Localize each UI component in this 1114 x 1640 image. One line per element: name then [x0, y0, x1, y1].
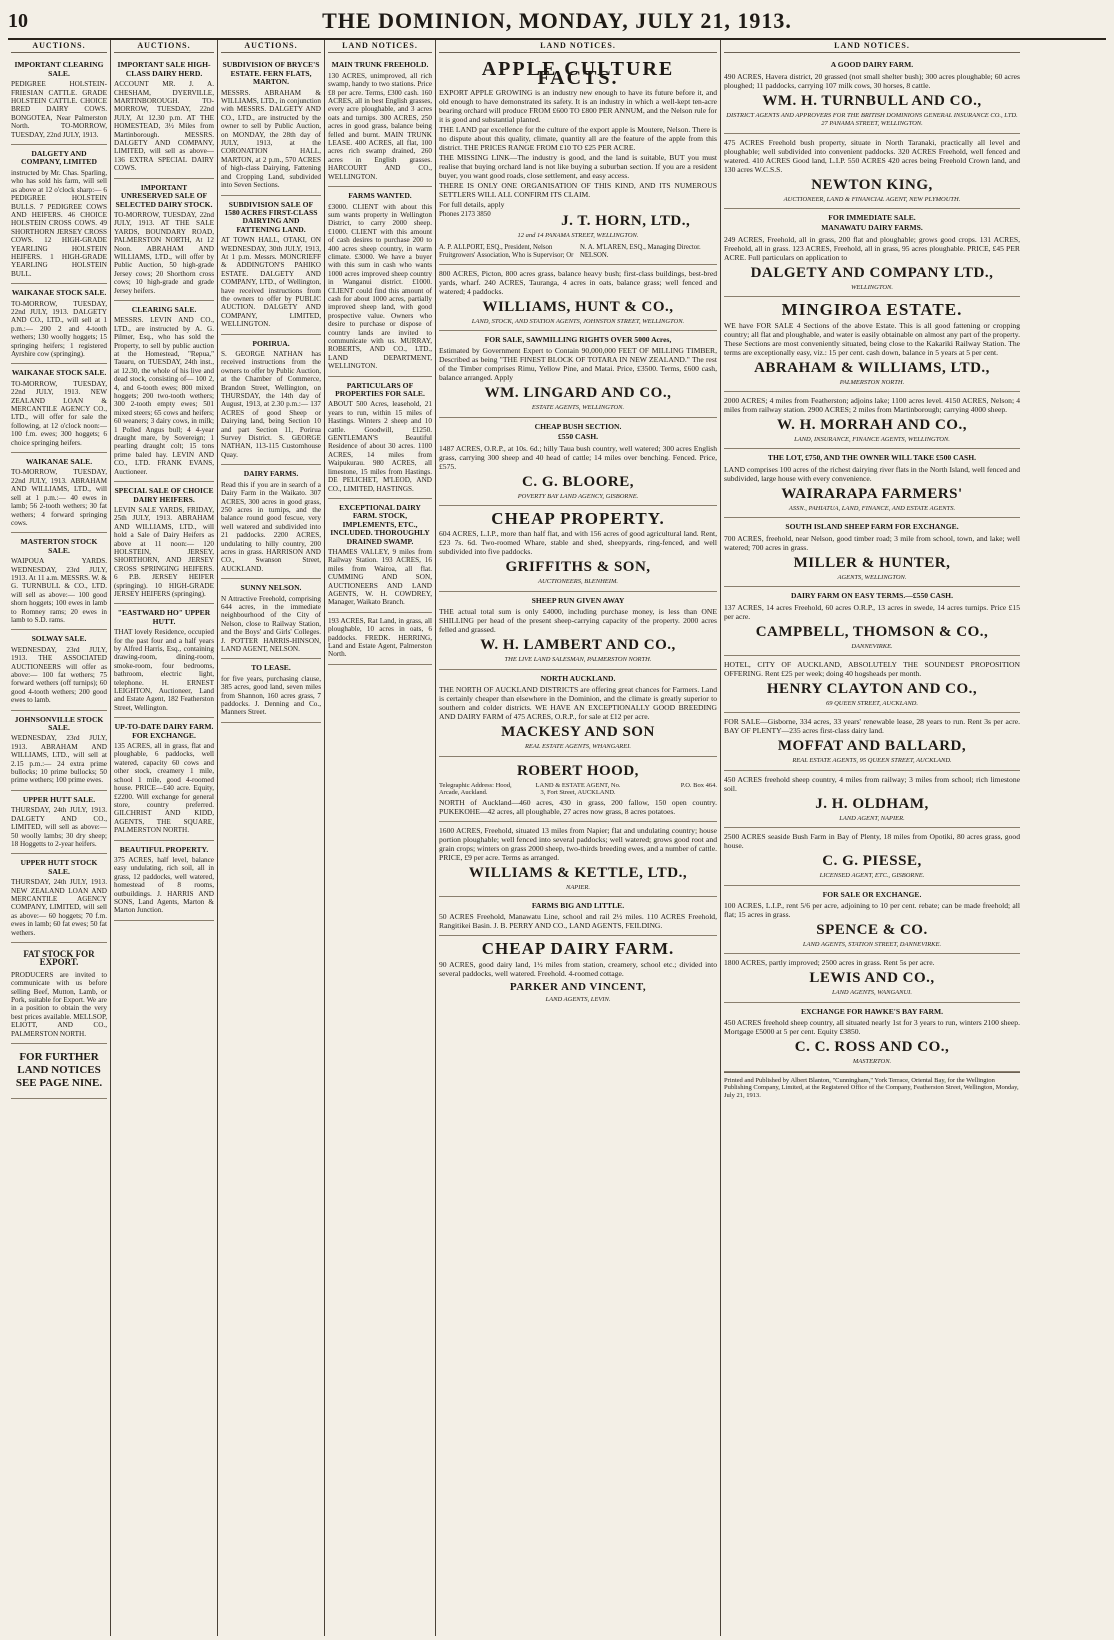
dalgety-ad: FOR IMMEDIATE SALE. MANAWATU DAIRY FARMS. 249 ACRES, Freehold, all in grass, 200 flat and ploughable; grows good crops. 131 ACRES, Freehold, all in grass. 123 ACRES, Freehold, all in grass, 95 acres ploughable. PRICE, £45 PER ACRE. Full particulars on application to DALGETY AND COMPANY LTD., WELLINGTON. — [724, 209, 1020, 297]
auction-notice: DALGETY AND COMPANY, LIMITED instructed by Mr. Chas. Sparling, who has sold his farm, will sell as above at 12 o'clock sharp:— 6 PEDIGREE HOLSTEIN BULLS. 7 PEDIGREE COWS AND HEIFERS. 46 CHOICE HOLSTEIN CROSS COWS. 49 SHORTHORN JERSEY CROSS COWS. 12 HIGH-GRADE YEARLING HOLSTEIN HEIFERS. 1 HIGH-GRADE YEARLING HOLSTEIN BULL. — [11, 145, 107, 284]
auction-notice: SUBDIVISION SALE OF 1580 ACRES FIRST-CLASS DAIRYING AND FATTENING LAND. AT TOWN HALL, OTAKI, ON WEDNESDAY, 30th JULY, 1913, At 1 p.m. Messrs. MONCRIEFF & ADDINGTON'S PAHIKO ESTATE. DALGETY AND COMPANY, LTD., of Wellington, have received instructions from the owners to offer by PUBLIC AUCTION. DALGETY AND COMPANY, LIMITED, WELLINGTON. — [221, 196, 321, 335]
hood-ad: ROBERT HOOD, Telegraphic Address: Hood, Arcade, Auckland. LAND & ESTATE AGENT, No. 3, Fort Street, AUCKLAND. P.O. Box 464. NORTH of Auckland—460 acres, 430 in grass, 200 fallow, 150 open country. PUKEKOHE—42 acres, all ploughable, 27 acres now grass, 8 acres potatoes. — [439, 757, 717, 822]
auction-notice: SPECIAL SALE OF CHOICE DAIRY HEIFERS. LEVIN SALE YARDS, FRIDAY, 25th JULY, 1913. ABRAHAM AND WILLIAMS, LTD., will hold a Sale of Dairy Heifers as above at 11 noon:— 120 HOLSTEIN, JERSEY, SHORTHORN, AND JERSEY CROSS SPRINGING HEIFERS. 6 P.B. JERSEY HEIFER (springing). 10 HIGH-GRADE JERSEY HEIFERS (springing). — [114, 482, 214, 604]
auction-notice: WAIKANAE STOCK SALE. TO-MORROW, TUESDAY, 22nd JULY, 1913. DALGETY AND CO., LTD., will sell at 1 p.m.:— 200 2 and 4-tooth wethers; 130 woolly hoggets; 15 springing heifers; 1 registered Ayrshire cow (springing). — [11, 284, 107, 364]
auction-notice: IMPORTANT UNRESERVED SALE OF SELECTED DAIRY STOCK. TO-MORROW, TUESDAY, 22nd JULY, 1913. AT THE SALE YARDS, BOUNDARY ROAD, PALMERSTON NORTH, At 12 Noon. ABRAHAM AND WILLIAMS, LTD., will offer by Public Auction, 50 high-grade Jersey cows; 20 Shorthorn cross cows; 10 high-grade and grade Jersey heifers. — [114, 179, 214, 301]
auction-notice: WAIKANAE SALE. TO-MORROW, TUESDAY, 22nd JULY, 1913. ABRAHAM AND WILLIAMS, LTD., will sell at 1 p.m.:— 40 ewes in lamb; 56 2-tooth wethers; 30 fat wethers; 4 forward springing cows. — [11, 453, 107, 533]
auction-notice: SUNNY NELSON. N Attractive Freehold, comprising 644 acres, in the immediate neighbourhood of the City of Nelson, close to Railway Station, and the Boys' and Girls' Colleges. J. POTTER HARRIS-HINSON, LAND AGENT, NELSON. — [221, 579, 321, 659]
perry-ad: FARMS BIG AND LITTLE. 50 ACRES Freehold, Manawatu Line, school and rail 2½ miles. 110 ACRES Freehold, Rangitikei Basin. J. B. PERRY AND CO., LAND AGENTS, FEILDING. — [439, 897, 717, 936]
section-heading: LAND NOTICES. — [439, 40, 717, 53]
auction-notice: BEAUTIFUL PROPERTY. 375 ACRES, half level, balance easy undulating, rich soil, all in grass, 12 paddocks, well watered, homestead of 8 rooms, outbuildings. J. HARRIS AND SONS, Land Agents, Marton & Marton Junction. — [114, 841, 214, 921]
section-heading: AUCTIONS. — [221, 40, 321, 53]
lewis-ad: 1800 ACRES, partly improved; 2500 acres in grass. Rent 5s per acre. LEWIS AND CO., LAND AGENTS, WANGANUI. — [724, 954, 1020, 1002]
ross-ad: EXCHANGE FOR HAWKE'S BAY FARM. 450 ACRES freehold sheep country, all situated nearly 1st for 3 years to run, winters 2100 sheep. Mortgage £5000 at 5 per cent. Equity £3850. C. C. ROSS AND CO., MASTERTON. — [724, 1003, 1020, 1072]
lingard-ad: FOR SALE, SAWMILLING RIGHTS OVER 5000 Acres, Estimated by Government Expert to Contain 90,000,000 FEET OF MILLING TIMBER, Described as being "THE FINEST BLOCK OF TOTARA IN NEW ZEALAND." The rest of the Timber comprises Rimu, Yellow Pine, and Matai. Price, £3500. Terms, £600 cash, balance arranged. Apply WM. LINGARD AND CO., ESTATE AGENTS, WELLINGTON. — [439, 331, 717, 418]
wairarapa-farmers-ad: THE LOT, £750, AND THE OWNER WILL TAKE £500 CASH. LAND comprises 100 acres of the richest dairying river flats in the North Island, well fenced and subdivided, large house with every convenience. WAIRARAPA FARMERS' ASSN., PAHIATUA, LAND, FINANCE, AND ESTATE AGENTS. — [724, 449, 1020, 518]
auction-notice: UPPER HUTT SALE. THURSDAY, 24th JULY, 1913. DALGETY AND CO., LIMITED, will sell as above:— 50 woolly lambs; 30 dry sheep; 18 Hoggetts to 2-year heifers. — [11, 791, 107, 854]
spence-ad: FOR SALE OR EXCHANGE. 100 ACRES, L.I.P., rent 5/6 per acre, adjoining to 10 per cent. rebate; can be made freehold; all flat; 15 acres in grass. SPENCE & CO. LAND AGENTS, STATION STREET, DANNEVIRKE. — [724, 886, 1020, 955]
auction-notice: UPPER HUTT STOCK SALE. THURSDAY, 24th JULY, 1913. NEW ZEALAND LOAN AND MERCANTILE AGENCY COMPANY, LIMITED, will sell as above:— 60 hoggets; 70 f.m. ewes in lamb; 60 fat ewes; 50 fat wethers. — [11, 854, 107, 943]
newspaper-title: THE DOMINION, MONDAY, JULY 21, 1913. — [322, 8, 792, 33]
section-heading: LAND NOTICES. — [328, 40, 432, 53]
auction-notice: UP-TO-DATE DAIRY FARM. FOR EXCHANGE. 135 ACRES, all in grass, flat and ploughable, 6 paddocks, well watered, capacity 60 cows and other stock, creamery 1 mile, school 1 mile, good 4-roomed house. PRICE—£40 acre. Equity, £2200. Will exchange for general store, country preferred. GILCHRIST AND KIDD, AGENTS, THE SQUARE, PALMERSTON NORTH. — [114, 718, 214, 840]
page-number: 10 — [8, 9, 28, 32]
auction-notice: SOLWAY SALE. WEDNESDAY, 23rd JULY, 1913. THE ASSOCIATED AUCTIONEERS will offer as above:— 100 fat wethers; 75 forward wethers (off turnips); 60 good 4-tooth wethers; 200 good ewes to lamb. — [11, 630, 107, 710]
williams-kettle-ad: 1600 ACRES, Freehold, situated 13 miles from Napier; flat and undulating country; house portion ploughable; well fenced into several paddocks; well watered; grows good root and grain crops; winters on grass 2000 sheep, two-thirds breeding ewes, and a number of cattle. PRICE, £9 per acre. Terms as arranged. WILLIAMS & KETTLE, LTD., NAPIER. — [439, 822, 717, 897]
newton-king-ad: 475 ACRES Freehold bush property, situate in North Taranaki, practically all level and ploughable; well subdivided into convenient paddocks. 320 ACRES Freehold, well fenced and watered. 410 ACRES Good land, L.I.P. 550 ACRES 420 acres being Freehold Crown land, and 130 acres W.C.S.S. NEWTON KING, AUCTIONEER, LAND & FINANCIAL AGENT, NEW PLYMOUTH. — [724, 134, 1020, 209]
column-auctions-2 — [111, 40, 218, 1636]
williams-hunt-ad: 800 ACRES, Picton, 800 acres grass, balance heavy bush; first-class buildings, best-bred yards, wharf. 240 ACRES, Tauranga, 4 acres in oats, balance grass; well fenced and watered; 4 paddocks. WILLIAMS, HUNT & CO., LAND, STOCK, AND STATION AGENTS, JOHNSTON STREET, WELLINGTON. — [439, 265, 717, 331]
column-land-notices-2 — [436, 40, 721, 1636]
miller-hunter-ad: SOUTH ISLAND SHEEP FARM FOR EXCHANGE. 700 ACRES, freehold, near Nelson, good timber road; 3 mile from school, town, and lake; well watered; 700 acres in grass. MILLER & HUNTER, AGENTS, WELLINGTON. — [724, 518, 1020, 587]
column-auctions-3 — [218, 40, 325, 1636]
section-heading: AUCTIONS. — [114, 40, 214, 53]
morrah-ad: 2000 ACRES; 4 miles from Featherston; adjoins lake; 1100 acres level. 4150 ACRES, Nelson; 4 miles from railway station. 2900 ACRES; 2 miles from Martinborough; carrying 4000 sheep. W. H. MORRAH AND CO., LAND, INSURANCE, FINANCE AGENTS, WELLINGTON. — [724, 392, 1020, 449]
column-auctions-1 — [8, 40, 111, 1636]
auction-notice: SUBDIVISION OF BRYCE'S ESTATE. FERN FLATS, MARTON. MESSRS. ABRAHAM & WILLIAMS, LTD., in conjunction with MESSRS. DALGETY AND CO., LTD., are instructed by the owner to sell by Public Auction, on MONDAY, the 28th day of JULY, 1913, at the CORONATION HALL, MARTON, at 2 p.m., 570 ACRES of high-class Dairying, Fattening and Cropping Land, subdivided into Seven Sections. — [221, 56, 321, 195]
apple-culture-title: APPLE CULTURE FACTS. — [481, 58, 675, 89]
turnbull-ad: A GOOD DAIRY FARM. 490 ACRES, Havera district, 20 grassed (not small shelter bush); 300 acres ploughable; 60 acres ploughed; 11 paddocks, carrying 107 milk cows, 30 horses, 8 cattle. WM. H. TURNBULL AND CO., DISTRICT AGENTS AND APPROVERS FOR THE BRITISH DOMINIONS GENERAL INSURANCE CO., LTD. 27 PANAMA STREET, WELLINGTON. — [724, 56, 1020, 133]
land-notice: FARMS WANTED. £3000. CLIENT with about this sum wants property in Wellington District, to carry 2000 sheep. £1000. CLIENT with this amount of cash desires to purchase 200 to 400 acres sheep country, in warm climate. £3000. We have a buyer with this sum in cash who wants 1000 acres improved sheep country in Wanganui district. £1000. CLIENT could find this amount of cash for about 1000 acres, partially improved sheep land, with good prospective value. Owners who desire to purchase or dispose of country lands are invited to communicate with us. MURRAY, ROBERTS, AND CO., LTD., LAND DEPARTMENT, WELLINGTON. — [328, 187, 432, 377]
printer-imprint: Printed and Published by Albert Blanton, "Cunningham," York Terrace, Oriental Bay, for the Wellington Publishing Company, Limited, at the Registered Office of the Company, Featherston Street, Wellington, Monday, July 21, 1913. — [724, 1072, 1020, 1100]
land-notice: 193 ACRES, Rat Land, in grass, all ploughable, 10 acres in oats, 6 paddocks. FREDK. HERRING, Land and Estate Agent, Palmerston North. — [328, 613, 432, 665]
mingiroa-ad: MINGIROA ESTATE. WE have FOR SALE 4 Sections of the above Estate. This is all good fattening or cropping country; all flat and ploughable, and water is easily obtainable on almost any part of the property. These Sections are most conveniently situated, being close to the Kakariki Railway Station. The terms are exceptionally easy, viz.: 15 per cent. cash down, balance in 5 years at 5 per cent. ABRAHAM & WILLIAMS, LTD., PALMERSTON NORTH. — [724, 297, 1020, 392]
land-notice: PARTICULARS OF PROPERTIES FOR SALE. ABOUT 500 Acres, leasehold, 21 years to run, within 15 miles of Hastings. Winters 2 sheep and 10 cattle. Goodwill, £1250. GENTLEMAN'S Beautiful Residence of about 30 acres. 1100 ACRES, 14 miles from Waipukurau. 980 ACRES, all limestone, 15 miles from Hastings. DE PELICHET, M'LEOD, AND CO., LIMITED, HASTINGS. — [328, 377, 432, 499]
column-land-notices-1 — [325, 40, 436, 1636]
section-heading: LAND NOTICES. — [724, 40, 1020, 53]
land-notice: MAIN TRUNK FREEHOLD. 130 ACRES, unimproved, all rich swamp, handy to two stations. Price £8 per acre. Terms, £300 cash. 160 ACRES, all in best English grasses, every acre ploughable, and 3 acres oats and turnips. 300 ACRES, 250 acres in good grass, balance being felled and burnt. MAIN TRUNK LEASE. 400 ACRES, all flat, 100 acres rich swamp drained, 260 acres in English grasses. HARCOURT AND CO., WELLINGTON. — [328, 56, 432, 187]
auction-notice: "EASTWARD HO" UPPER HUTT. THAT lovely Residence, occupied for the past four and a half years by Alfred Harris, Esq., containing drawing-room, dining-room, smoke-room, four bedrooms, bathroom, electric light, telephone. H. ERNEST LEIGHTON, Auctioneer, Land and Estate Agent, 182 Featherston Street, Wellington. — [114, 604, 214, 718]
auction-notice: IMPORTANT CLEARING SALE. PEDIGREE HOLSTEIN-FRIESIAN CATTLE. GRADE HOLSTEIN CATTLE. CHOICE BRED DAIRY COWS. BONGOTEA, Near Palmerston North. TO-MORROW, TUESDAY, 22nd JULY, 1913. — [11, 56, 107, 145]
moffat-ballard-ad: FOR SALE—Gisborne, 334 acres, 33 years' renewable lease, 28 years to run. Rent 3s per acre. BAY OF PLENTY—235 acres first-class dairy land. MOFFAT AND BALLARD, REAL ESTATE AGENTS, 95 QUEEN STREET, AUCKLAND. — [724, 713, 1020, 770]
masthead — [8, 4, 1106, 40]
mackesy-ad: NORTH AUCKLAND. THE NORTH OF AUCKLAND DISTRICTS are offering great chances for Farmers. Land is certainly cheaper than elsewhere in the Dominion, and the climate is greatly superior to southern and colder districts. WE HAVE AN EXCEPTIONALLY GOOD BREEDING AND DAIRY FARM of 475 ACRES, O.R.P., for sale at £12 per acre. MACKESY AND SON REAL ESTATE AGENTS, WHANGAREI. — [439, 670, 717, 757]
auction-notice: CLEARING SALE. MESSRS. LEVIN AND CO., LTD., are instructed by A. G. Pilmer, Esq., who has sold the Property, to sell by public auction at the Homestead, "Repua," Tauaru, on TUESDAY, 24th inst., at 12.30, the whole of his live and dead stock, consisting of— 100 2, 4, and 6-tooth ewes; 800 mixed hoggets; 200 two-tooth wethers; 300 2-tooth empty ewes; 501 mixed steers; 65 cows and heifers; 60 weaners; 3 dairy cows, in milk; 1 Polled Angus bull; 4 4-year draught mare, by Sovereign; 1 pearling draught colt; 15 tons prime baled hay. LEVIN AND CO., LTD. FRANK EVANS, Auctioneer. — [114, 301, 214, 482]
griffiths-ad: CHEAP PROPERTY. 604 ACRES, L.I.P., more than half flat, and with 156 acres of good agricultural land. Rent, £23 7s. 6d. Two-roomed Whare, stable and shed, sheepyards, ring-fenced, and well subdivided into five paddocks. GRIFFITHS & SON, AUCTIONEERS, BLENHEIM. — [439, 506, 717, 592]
further-notices: FOR FURTHER LAND NOTICES SEE PAGE NINE. — [11, 1044, 107, 1099]
piesse-ad: 2500 ACRES seaside Bush Farm in Bay of Plenty, 18 miles from Opotiki, 80 acres grass, good house. C. G. PIESSE, LICENSED AGENT, ETC., GISBORNE. — [724, 828, 1020, 885]
auction-notice: TO LEASE. for five years, purchasing clause, 385 acres, good land, seven miles from Shannon, 160 acres grass, 7 paddocks. J. Denning and Co., Manners Street. — [221, 659, 321, 722]
campbell-thomson-ad: DAIRY FARM ON EASY TERMS.—£550 CASH. 137 ACRES, 14 acres Freehold, 60 acres O.R.P., 13 acres in swede, 14 acres turnips. Price £15 per acre. CAMPBELL, THOMSON & CO., DANNEVIRKE. — [724, 587, 1020, 656]
bloore-ad: CHEAP BUSH SECTION. £550 CASH. 1487 ACRES, O.R.P., at 10s. 6d.; hilly Taua bush country, well watered; 300 acres English grass, carrying 300 sheep and 40 head of cattle; 14 miles over benching. Fenced. Price, £575. C. G. BLOORE, POVERTY BAY LAND AGENCY, GISBORNE. — [439, 418, 717, 506]
auction-notice: DAIRY FARMS. Read this if you are in search of a Dairy Farm in the Waikato. 307 ACRES, 300 acres in good grass, 250 acres in turnips, and the balance round good fescue, very well watered and subdivided into 21 paddocks. 2200 ACRES, undulating to hilly country, 200 acres in grass. HARRISON AND CO., Swanson Street, AUCKLAND. — [221, 465, 321, 579]
auction-notice: MASTERTON STOCK SALE. WAIPOUA YARDS. WEDNESDAY, 23rd JULY, 1913. At 11 a.m. MESSRS. W. & G. TURNBULL & CO., LTD. will sell as above:— 100 good shorn hoggets; 100 ewes in lamb to Romney rams; 20 ewes in lamb to S.D. rams. — [11, 533, 107, 630]
auction-notice: IMPORTANT SALE HIGH-CLASS DAIRY HERD. ACCOUNT MR. J. A. CHESHAM, DYERVILLE, MARTINBOROUGH. TO-MORROW, TUESDAY, 22nd JULY, At 12.30 p.m. AT THE HOMESTEAD, 3½ Miles from Martinborough. MESSRS. DALGETY AND COMPANY, LIMITED, will sell as above— 136 EXTRA SPECIAL DAIRY COWS. — [114, 56, 214, 178]
land-notice: EXCEPTIONAL DAIRY FARM. STOCK, IMPLEMENTS, ETC., INCLUDED. THOROUGHLY DRAINED SWAMP. THAMES VALLEY, 9 miles from Railway Station. 193 ACRES, 16 miles from Wairoa, all flat. CUMMING AND SON, AUCTIONEERS AND LAND AGENTS, W. H. COWDREY, Manager, Waikato Branch. — [328, 499, 432, 613]
oldham-ad: 450 ACRES freehold sheep country, 4 miles from railway; 3 miles from school; rich limestone soil. J. H. OLDHAM, LAND AGENT, NAPIER. — [724, 771, 1020, 828]
parker-vincent-ad: CHEAP DAIRY FARM. 90 ACRES, good dairy land, 1½ miles from station, creamery, school etc.; divided into several paddocks, well watered. Freehold. 4-roomed cottage. PARKER AND VINCENT, LAND AGENTS, LEVIN. — [439, 939, 717, 1003]
auction-notice: PORIRUA. S. GEORGE NATHAN has received instructions from the owners to offer by Public Auction, at the Chamber of Commerce, Brandon Street, Wellington, on THURSDAY, the 14th day of August, 1913, at 2.30 p.m.:— 137 ACRES of good Sheep or Dairying land, being Section 10 and part Section 11, Porirua Survey District. S. GEORGE NATHAN, 113-115 Customhouse Quay. — [221, 335, 321, 466]
auction-notice: JOHNSONVILLE STOCK SALE. WEDNESDAY, 23rd JULY, 1913. ABRAHAM AND WILLIAMS, LTD., will sell at 2.15 p.m.:— 24 extra prime bullocks; 10 prime bullocks; 50 prime wethers; 100 prime ewes. — [11, 711, 107, 791]
section-heading: AUCTIONS. — [11, 40, 107, 53]
auction-notice: FAT STOCK FOR EXPORT. PRODUCERS are invited to communicate with us before selling Beef, Mutton, Lamb, or Pork, suitable for Export. We are in a position to obtain the very best prices available. MELLSOP, ELIOTT, AND CO., PALMERSTON NORTH. — [11, 943, 107, 1044]
clayton-ad: HOTEL, CITY OF AUCKLAND, ABSOLUTELY THE SOUNDEST PROPOSITION OFFERING. Rent £25 per week; doing 40 hogsheads per month. HENRY CLAYTON AND CO., 69 QUEEN STREET, AUCKLAND. — [724, 656, 1020, 713]
apple-culture-ad: APPLE CULTURE FACTS. EXPORT APPLE GROWING is an industry new enough to have its future before it, and old enough to have demonstrated its safety. It is an industry in which a well-kept ten-acre bearing orchard will produce FROM £600 TO £800 PER ANNUM, and the Nelson rule for it is good and substantial planted. THE LAND par excellence for the culture of the export apple is Moutere, Nelson. There is no dispute about this quality, climate, quantity all are the feature of the apple from this district. THE PRICES RANGE FROM £10 TO £25 PER ACRE. THE MISSING LINK—The industry is good, and the land is suitable, BUT you must realise that buying orchard land is not like buying a suburban section. If you are a resident buyer, you want good roads, close settlement, and easy access. THERE IS ONLY ONE ORGANISATION OF THIS KIND, AND ITS NUMEROUS SETTLERS WILL ALL CONFIRM ITS CLAIM. For full details, apply Phones 2173 3850 J. T. HORN, LTD., 12 and 14 PANAMA STREET, WELLINGTON. A. P. ALLPORT, ESQ., President, Nelson Fruitgrowers' Association, Who is Supervisor; Or N. A. M'LAREN, ESQ., Managing Director. NELSON. — [439, 56, 717, 264]
column-land-notices-3 — [721, 40, 1023, 1636]
lambert-ad: SHEEP RUN GIVEN AWAY THE actual total sum is only £4000, including purchase money, is less than ONE SHILLING per head of the present sheep-carrying capacity of the property. 2000 acres felled and grassed. W. H. LAMBERT AND CO., THE LIVE LAND SALESMAN, PALMERSTON NORTH. — [439, 592, 717, 670]
auction-notice: WAIKANAE STOCK SALE. TO-MORROW, TUESDAY, 22nd JULY, 1913. NEW ZEALAND LOAN & MERCANTILE AGENCY CO., LTD., will offer for sale the following, at 12 o'clock noon:— 100 f.m. ewes; 300 hoggets; 6 choice springing heifers. — [11, 364, 107, 453]
